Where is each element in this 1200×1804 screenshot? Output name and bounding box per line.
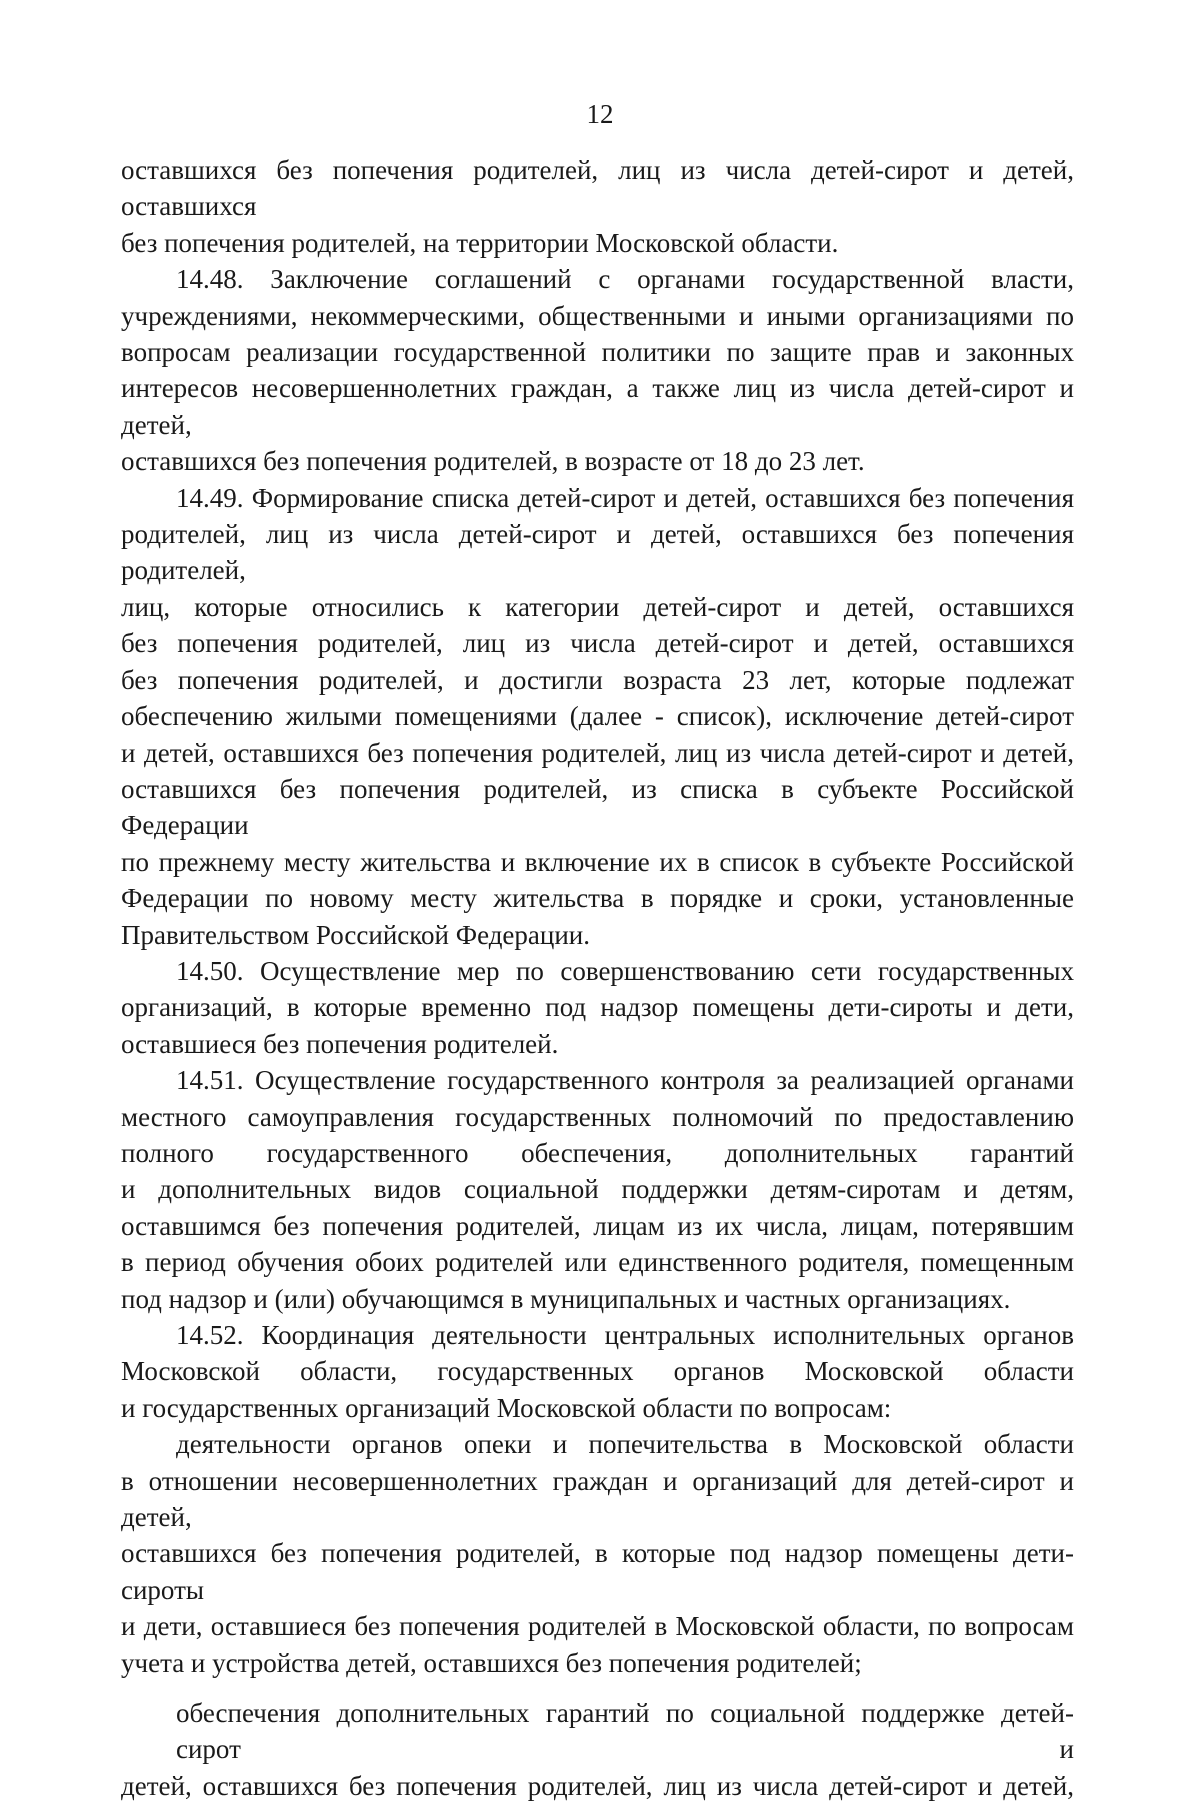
text-line: лиц, которые относились к категории детей-сирот и детей, оставшихся bbox=[121, 591, 1074, 622]
text-line: 14.48. Заключение соглашений с органами государственной власти, bbox=[176, 264, 1074, 295]
paragraph-14-52 bbox=[121, 1317, 1074, 1426]
document-body bbox=[121, 152, 1074, 1804]
text-line: без попечения родителей, на территории Московской области. bbox=[121, 227, 839, 258]
text-line: Правительством Российской Федерации. bbox=[121, 919, 590, 950]
paragraph-continuation bbox=[121, 152, 1074, 261]
text-line: Московской области, государственных органов Московской области bbox=[121, 1356, 1074, 1387]
text-line: оставшихся без попечения родителей, из списка в субъекте Российской Федерации bbox=[121, 773, 1074, 841]
text-line: без попечения родителей, и достигли возраста 23 лет, которые подлежат bbox=[121, 664, 1074, 695]
paragraph-14-50 bbox=[121, 953, 1074, 1062]
text-line: вопросам реализации государственной политики по защите прав и законных bbox=[121, 337, 1074, 368]
text-line: и дополнительных видов социальной поддержки детям-сиротам и детям, bbox=[121, 1174, 1074, 1205]
page-number: 12 bbox=[586, 99, 614, 129]
text-line: по прежнему месту жительства и включение их в список в субъекте Российской bbox=[121, 846, 1074, 877]
text-line: и дети, оставшиеся без попечения родителей в Московской области, по вопросам bbox=[121, 1611, 1074, 1642]
text-line: обеспечения дополнительных гарантий по социальной поддержке детей-сирот и bbox=[176, 1698, 1074, 1765]
text-line: 14.52. Координация деятельности центральных исполнительных органов bbox=[176, 1320, 1074, 1350]
text-line: полного государственного обеспечения, дополнительных гарантий bbox=[121, 1137, 1074, 1168]
text-line: оставшихся без попечения родителей, в возрасте от 18 до 23 лет. bbox=[121, 446, 865, 477]
text-line: местного самоуправления государственных полномочий по предоставлению bbox=[121, 1101, 1074, 1132]
text-line: родителей, лиц из числа детей-сирот и детей, оставшихся без попечения родителей, bbox=[121, 519, 1074, 586]
text-line: под надзор и (или) обучающимся в муниципальных и частных организациях. bbox=[121, 1283, 1011, 1314]
paragraph-14-48 bbox=[121, 261, 1074, 479]
text-line: учета и устройства детей, оставшихся без попечения родителей; bbox=[121, 1647, 862, 1678]
text-line: 14.51. Осуществление государственного контроля за реализацией органами bbox=[176, 1065, 1074, 1096]
text-line: без попечения родителей, лиц из числа детей-сирот и детей, оставшихся bbox=[121, 628, 1074, 659]
text-line: 14.50. Осуществление мер по совершенствованию сети государственных bbox=[176, 955, 1074, 986]
text-line: интересов несовершеннолетних граждан, а также лиц из числа детей-сирот и детей, bbox=[121, 373, 1074, 440]
text-line: организаций, в которые временно под надзор помещены дети-сироты и дети, bbox=[121, 992, 1074, 1023]
text-line: и детей, оставшихся без попечения родителей, лиц из числа детей-сирот и детей, bbox=[121, 737, 1074, 768]
text-line: Федерации по новому месту жительства в порядке и сроки, установленные bbox=[121, 883, 1074, 914]
text-line: 14.49. Формирование списка детей-сирот и детей, оставшихся без попечения bbox=[176, 482, 1074, 513]
text-line: детей, оставшихся без попечения родителей, лиц из числа детей-сирот и детей, bbox=[121, 1770, 1074, 1801]
text-line: оставшимся без попечения родителей, лицам из их числа, лицам, потерявшим bbox=[121, 1210, 1074, 1241]
text-line: обеспечению жилыми помещениями (далее - список), исключение детей-сирот bbox=[121, 701, 1074, 732]
text-line: деятельности органов опеки и попечительства в Московской области bbox=[176, 1429, 1074, 1460]
text-line: оставшихся без попечения родителей, в которые под надзор помещены дети-сироты bbox=[121, 1538, 1074, 1605]
text-line: оставшиеся без попечения родителей. bbox=[121, 1028, 559, 1059]
paragraph-14-49 bbox=[121, 480, 1074, 953]
paragraph-guarantees bbox=[121, 1695, 1074, 1804]
text-line: оставшихся без попечения родителей, лиц из числа детей-сирот и детей, оставшихся bbox=[121, 155, 1074, 222]
text-line: и государственных организаций Московской области по вопросам: bbox=[121, 1392, 892, 1423]
text-line: в отношении несовершеннолетних граждан и организаций для детей-сирот и детей, bbox=[121, 1465, 1074, 1533]
paragraph-14-51 bbox=[121, 1062, 1074, 1317]
text-line: учреждениями, некоммерческими, общественными и иными организациями по bbox=[121, 300, 1074, 331]
text-line: в период обучения обоих родителей или единственного родителя, помещенным bbox=[121, 1247, 1074, 1278]
paragraph-guardianship bbox=[121, 1426, 1074, 1681]
